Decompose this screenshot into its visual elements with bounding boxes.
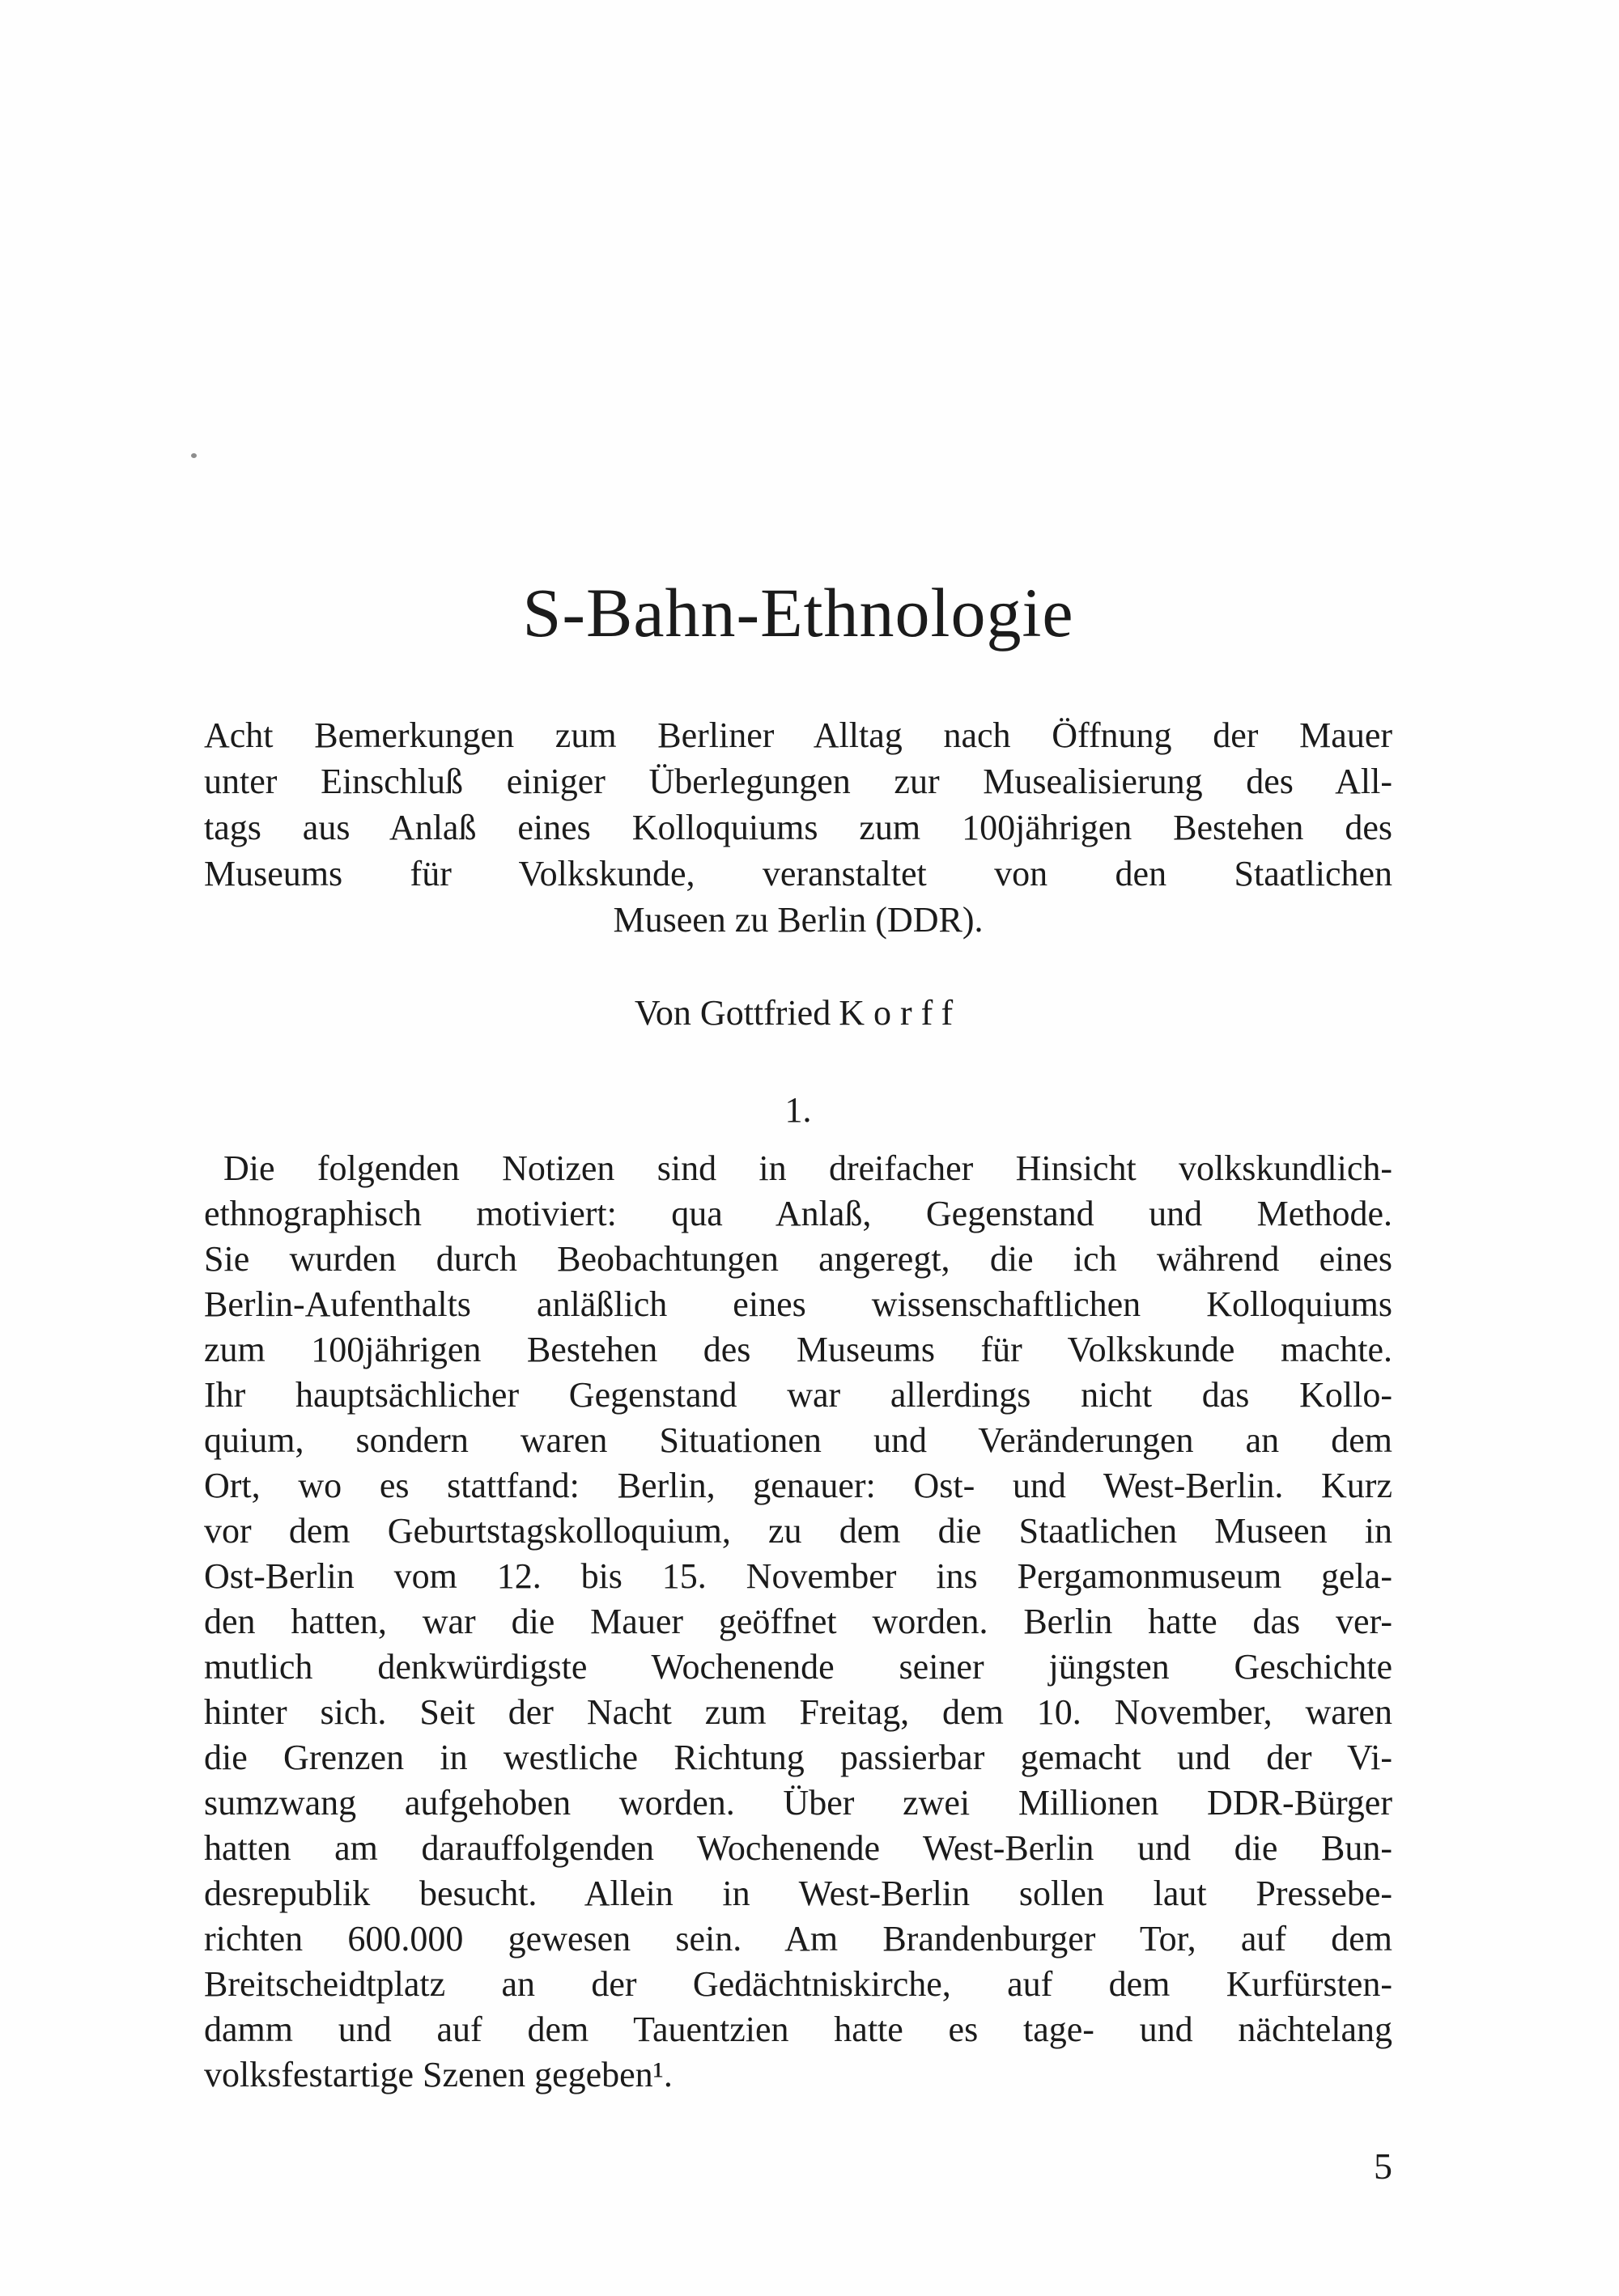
text-line: vor dem Geburtstagskolloquium, zu dem die Staatlichen Museen in <box>204 1511 1392 1551</box>
scan-artifact-dot <box>191 453 197 458</box>
article-title: S-Bahn-Ethnologie <box>522 574 1074 651</box>
text-line: Breitscheidtplatz an der Gedächtniskirche, auf dem Kurfürsten- <box>204 1964 1392 2004</box>
text-line: Berlin-Aufenthalts anläßlich eines wissenschaftlichen Kolloquiums <box>204 1284 1392 1324</box>
text-line: zum 100jährigen Bestehen des Museums für Volkskunde machte. <box>204 1330 1392 1369</box>
text-line: hinter sich. Seit der Nacht zum Freitag, dem 10. November, waren <box>204 1692 1392 1732</box>
text-line: hatten am darauffolgenden Wochenende West-Berlin und die Bun- <box>204 1828 1392 1868</box>
text-line: die Grenzen in westliche Richtung passierbar gemacht und der Vi- <box>204 1738 1392 1777</box>
byline <box>204 991 1392 1036</box>
byline-prefix: Von Gottfried <box>634 993 831 1033</box>
section-number: 1. <box>784 1090 812 1130</box>
text-line: damm und auf dem Tauentzien hatte es tage- und nächtelang <box>204 2010 1392 2049</box>
text-line: desrepublik besucht. Allein in West-Berlin sollen laut Pressebe- <box>204 1874 1392 1913</box>
text-line: Sie wurden durch Beobachtungen angeregt, die ich während eines <box>204 1239 1392 1279</box>
text-line: tags aus Anlaß eines Kolloquiums zum 100jährigen Bestehen des <box>204 808 1392 847</box>
text-line: unter Einschluß einiger Überlegungen zur Musealisierung des All- <box>204 762 1392 801</box>
article-subtitle <box>204 712 1392 943</box>
text-line: Die folgenden Notizen sind in dreifacher Hinsicht volkskundlich- <box>223 1148 1392 1188</box>
text-line: Museums für Volkskunde, veranstaltet von den Staatlichen <box>204 854 1392 893</box>
body-paragraph <box>204 1146 1392 2098</box>
text-line: Acht Bemerkungen zum Berliner Alltag nach Öffnung der Mauer <box>204 715 1392 755</box>
text-line: sumzwang aufgehoben worden. Über zwei Millionen DDR-Bürger <box>204 1783 1392 1823</box>
text-line: quium, sondern waren Situationen und Veränderungen an dem <box>204 1420 1392 1460</box>
author-name: Korff <box>839 993 962 1033</box>
text-block <box>204 0 1392 2296</box>
page-number: 5 <box>1374 2145 1392 2187</box>
text-line: Ort, wo es stattfand: Berlin, genauer: Ost- und West-Berlin. Kurz <box>204 1466 1392 1505</box>
text-line: ethnographisch motiviert: qua Anlaß, Gegenstand und Methode. <box>204 1194 1392 1233</box>
text-line: Ihr hauptsächlicher Gegenstand war allerdings nicht das Kollo- <box>204 1375 1392 1415</box>
text-line: Museen zu Berlin (DDR). <box>613 900 984 940</box>
text-line: volksfestartige Szenen gegeben¹. <box>204 2055 673 2094</box>
text-line: mutlich denkwürdigste Wochenende seiner jüngsten Geschichte <box>204 1647 1392 1687</box>
text-line: den hatten, war die Mauer geöffnet worden. Berlin hatte das ver- <box>204 1602 1392 1641</box>
text-line: richten 600.000 gewesen sein. Am Brandenburger Tor, auf dem <box>204 1919 1392 1959</box>
text-line: Ost-Berlin vom 12. bis 15. November ins Pergamonmuseum gela- <box>204 1556 1392 1596</box>
